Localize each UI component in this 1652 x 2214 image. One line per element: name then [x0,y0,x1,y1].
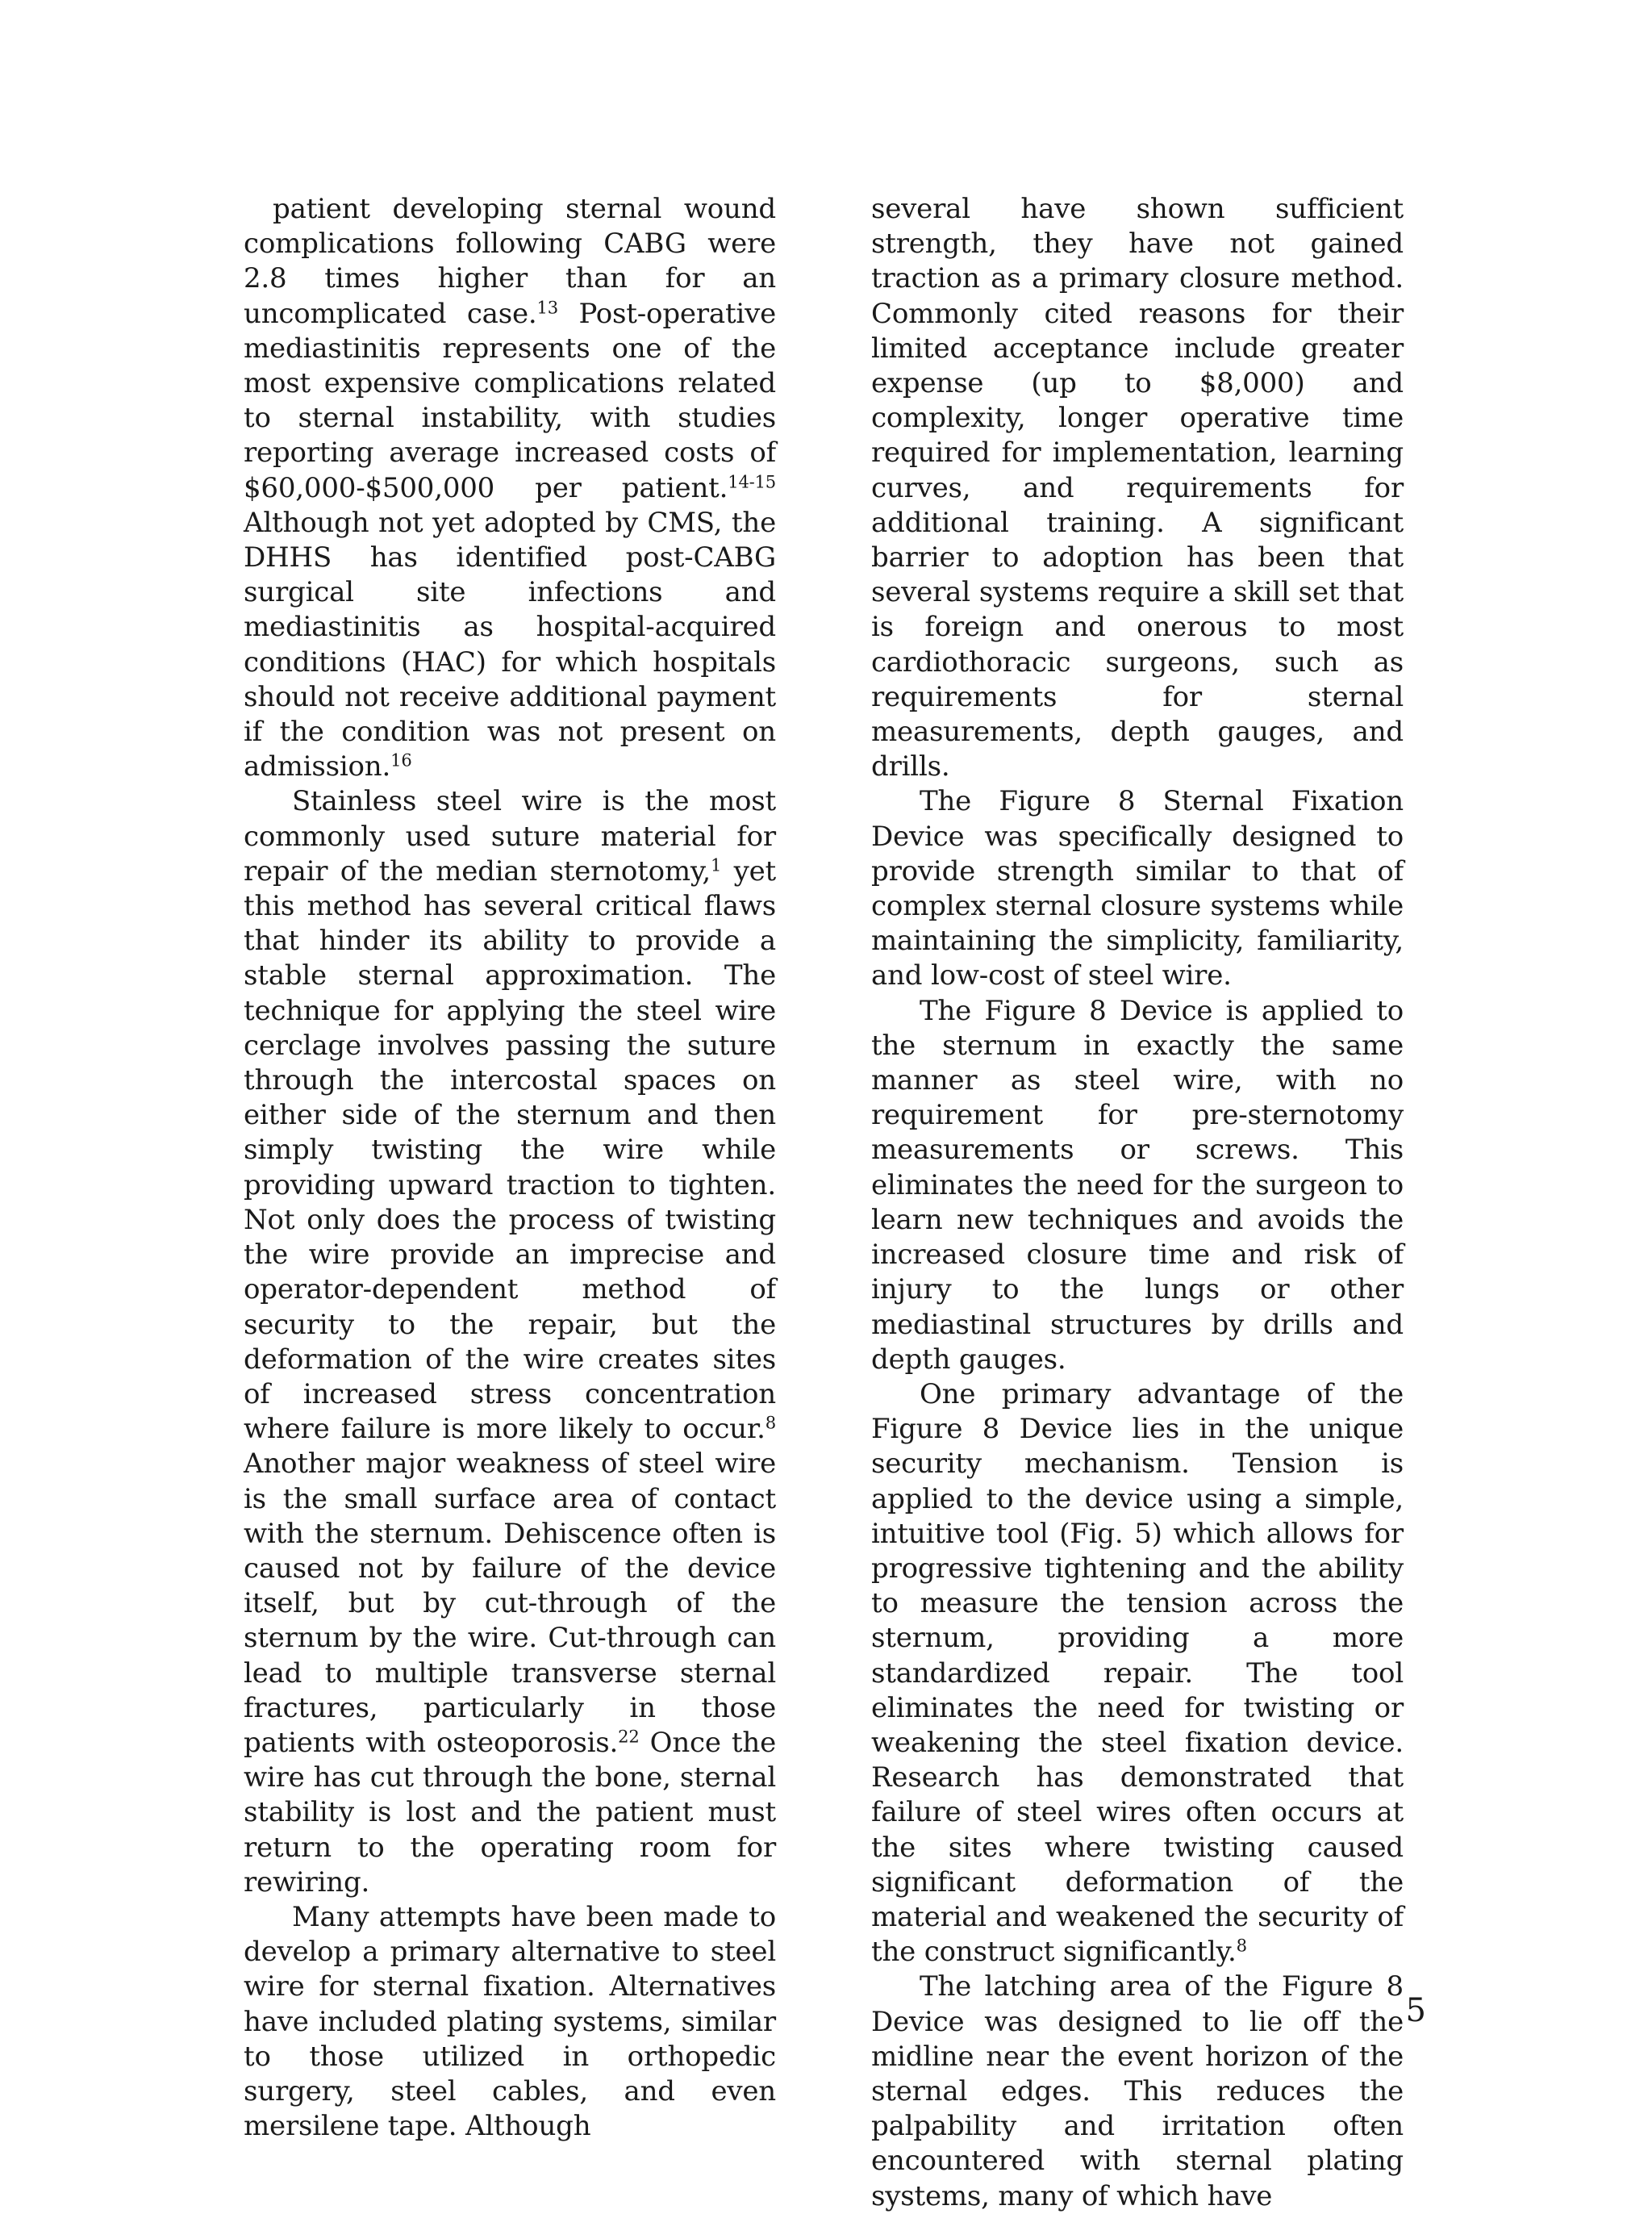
paragraph [244,192,776,784]
text-segment: The Figure 8 Device is applied to the sternum in exactly the same manner as steel wire, with no requirement for pre-sternotomy measurements or screws. This eliminates the need for the surgeon to learn new techniques and avoids the increased closure time and risk of injury to the lungs or other mediastinal structures by drills and depth gauges. [871,994,1404,1376]
citation-superscript: 22 [618,1726,640,1747]
citation-superscript: 16 [390,750,412,771]
citation-superscript: 1 [711,854,722,875]
paragraph [871,784,1404,993]
citation-superscript: 13 [536,297,558,318]
text-segment: several have shown sufficient strength, they have not gained traction as a primary closure method. Commonly cited reasons for their limited acceptance include greater expense (up to $8,000) and complexity, longer operative time required for implementation, learning curves, and requirements for additional training. A significant barrier to adoption has been that several systems require a skill set that is foreign and onerous to most cardiothoracic surgeons, such as requirements for sternal measurements, depth gauges, and drills. [871,193,1404,783]
text-segment: patient developing sternal wound complications following CABG were 2.8 times higher than for an uncomplicated case. [244,193,776,330]
text-segment: Post-operative mediastinitis represents one of the most expensive complications related to sternal instability, with studies reporting average increased costs of $60,000-$500,000 per patient. [244,297,777,504]
text-segment: Although not yet adopted by CMS, the DHHS has identified post-CABG surgical site infections and mediastinitis as hospital-acquired conditions (HAC) for which hospitals should not receive additional payment if the condition was not present on admission. [244,506,776,783]
paragraph [244,784,776,1900]
paragraph [871,994,1404,1377]
citation-superscript: 8 [765,1412,776,1433]
text-segment: Many attempts have been made to develop a primary alternative to steel wire for sternal fixation. Alternatives have included plating systems, similar to those utilized in orthopedic surgery, steel cables, and even mersilene tape. Although [244,1900,776,2143]
paragraph [244,1900,776,2144]
right-text-column [871,192,1404,2214]
paragraph [871,1970,1404,2213]
text-segment: The Figure 8 Sternal Fixation Device was specifically designed to provide strength similar to that of complex sternal closure systems while maintaining the simplicity, familiarity, and low-cost of steel wire. [871,785,1404,992]
left-text-column [244,192,776,2144]
text-segment: Once the wire has cut through the bone, sternal stability is lost and the patient must return to the operating room for rewiring. [244,1726,776,1899]
text-segment: Another major weakness of steel wire is the small surface area of contact with the sternum. Dehiscence often is caused not by failure of the device itself, but by cut-through of the sternum by the wire. Cut-through can lead to multiple transverse sternal fractures, particularly in those patients with osteoporosis. [244,1447,776,1759]
paragraph [871,192,1404,784]
text-segment: yet this method has several critical flaws that hinder its ability to provide a stable sternal approximation. The technique for applying the steel wire cerclage involves passing the suture through the intercostal spaces on either side of the sternum and then simply twisting the wire while providing upward traction to tighten. Not only does the process of twisting the wire provide an imprecise and operator-dependent method of security to the repair, but the deformation of the wire creates sites of increased stress concentration where failure is more likely to occur. [244,854,777,1446]
text-segment: The latching area of the Figure 8 Device was designed to lie off the midline near the event horizon of the sternal edges. This reduces the palpability and irritation often encountered with sternal plating systems, many of which have [871,1970,1404,2212]
text-segment: Stainless steel wire is the most commonly used suture material for repair of the median sternotomy, [244,785,776,888]
citation-superscript: 14-15 [728,471,776,492]
page-number: 5 [1405,1992,1426,2029]
citation-superscript: 8 [1236,1935,1247,1956]
text-segment: One primary advantage of the Figure 8 Device lies in the unique security mechanism. Tension is applied to the device using a simple, intuitive tool (Fig. 5) which allows for progressive tightening and the ability to measure the tension across the sternum, providing a more standardized repair. The tool eliminates the need for twisting or weakening the steel fixation device. Research has demonstrated that failure of steel wires often occurs at the sites where twisting caused significant deformation of the material and weakened the security of the construct significantly. [871,1377,1404,1969]
paragraph [871,1377,1404,1970]
